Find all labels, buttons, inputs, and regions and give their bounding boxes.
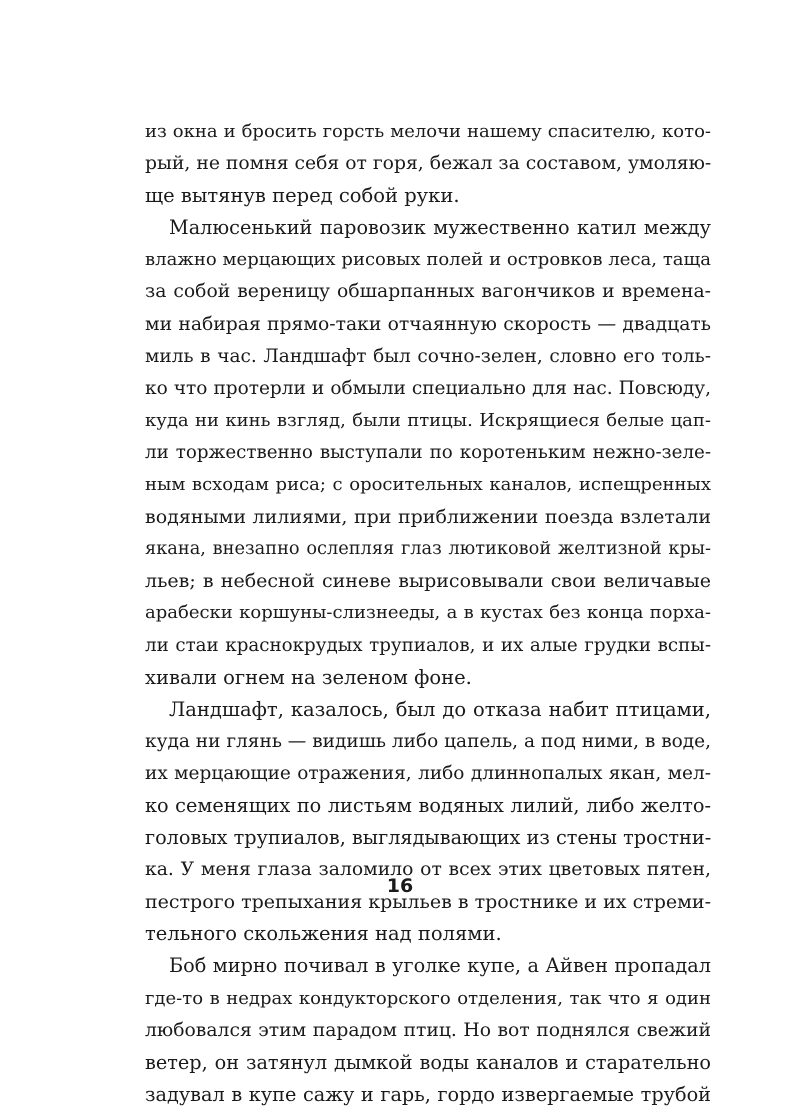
text-line: ли торжественно выступали по коротеньким нежно-зеле-	[145, 441, 711, 463]
text-line: хивали огнем на зеленом фоне.	[145, 665, 472, 689]
text-line: Ландшафт, казалось, был до отказа набит птицами,	[169, 697, 711, 721]
text-line: Боб мирно почивал в уголке купе, а Айвен пропадал	[169, 954, 711, 978]
text-line: якана, внезапно ослепляя глаз лютиковой желтизной кры-	[145, 539, 711, 560]
text-line: тельного скольжения над полями.	[145, 922, 502, 946]
text-line: рый, не помня себя от горя, бежал за составом, умоляю-	[145, 153, 712, 175]
text-line: арабески коршуны-слизнееды, а в кустах без конца порха-	[145, 602, 711, 624]
paragraph	[145, 950, 711, 1110]
text-line: головых трупиалов, выглядывающих из стены тростни-	[145, 826, 712, 850]
text-line: ным всходам риса; с оросительных каналов, испещренных	[145, 474, 711, 496]
text-line: водяными лилиями, при приближении поезда взлетали	[145, 506, 711, 529]
text-line: ли стаи краснокрудых трупиалов, и их алые грудки вспы-	[145, 634, 711, 656]
text-line: ко семенящих по листьям водяных лилий, либо желто-	[145, 793, 711, 817]
text-line: ще вытянув перед собой руки.	[145, 184, 460, 208]
text-line: ми набирая прямо-таки отчаянную скорость — двадцать	[145, 313, 711, 335]
text-line: задувал в купе сажу и гарь, гордо извергаемые трубой	[145, 1082, 711, 1106]
text-line: ко что протерли и обмыли специально для нас. Повсюду,	[145, 377, 711, 399]
text-line: ветер, он затянул дымкой воды каналов и старательно	[145, 1050, 711, 1074]
text-line: из окна и бросить горсть мелочи нашему спасителю, кото-	[145, 121, 711, 142]
page-body	[145, 116, 711, 1111]
paragraph	[145, 116, 711, 212]
page-number: 16	[386, 875, 414, 897]
paragraph	[145, 694, 711, 951]
text-line: льев; в небесной синеве вырисовывали свои величавые	[145, 570, 711, 593]
text-line: любовался этим парадом птиц. Но вот поднялся свежий	[145, 1019, 711, 1041]
text-line: пестрого трепыхания крыльев в тростнике и их стреми-	[145, 891, 711, 914]
text-line: влажно мерцающих рисовых полей и островков леса, таща	[145, 249, 711, 271]
text-line: их мерцающие отражения, либо длиннопалых якан, мел-	[145, 762, 711, 784]
text-line: ка. У меня глаза заломило от всех этих цветовых пятен,	[145, 859, 711, 881]
paragraph	[145, 212, 711, 693]
text-line: куда ни кинь взгляд, были птицы. Искрящиеся белые цап-	[145, 409, 711, 431]
text-line: Малюсенький паровозик мужественно катил между	[169, 216, 711, 240]
text-line: куда ни глянь — видишь либо цапель, а под ними, в воде,	[145, 730, 711, 752]
text-line: где-то в недрах кондукторского отделения, так что я один	[145, 987, 711, 1009]
text-line: миль в час. Ландшафт был сочно-зелен, словно его толь-	[145, 345, 711, 367]
text-line: за собой вереницу обшарпанных вагончиков и времена-	[145, 281, 711, 303]
